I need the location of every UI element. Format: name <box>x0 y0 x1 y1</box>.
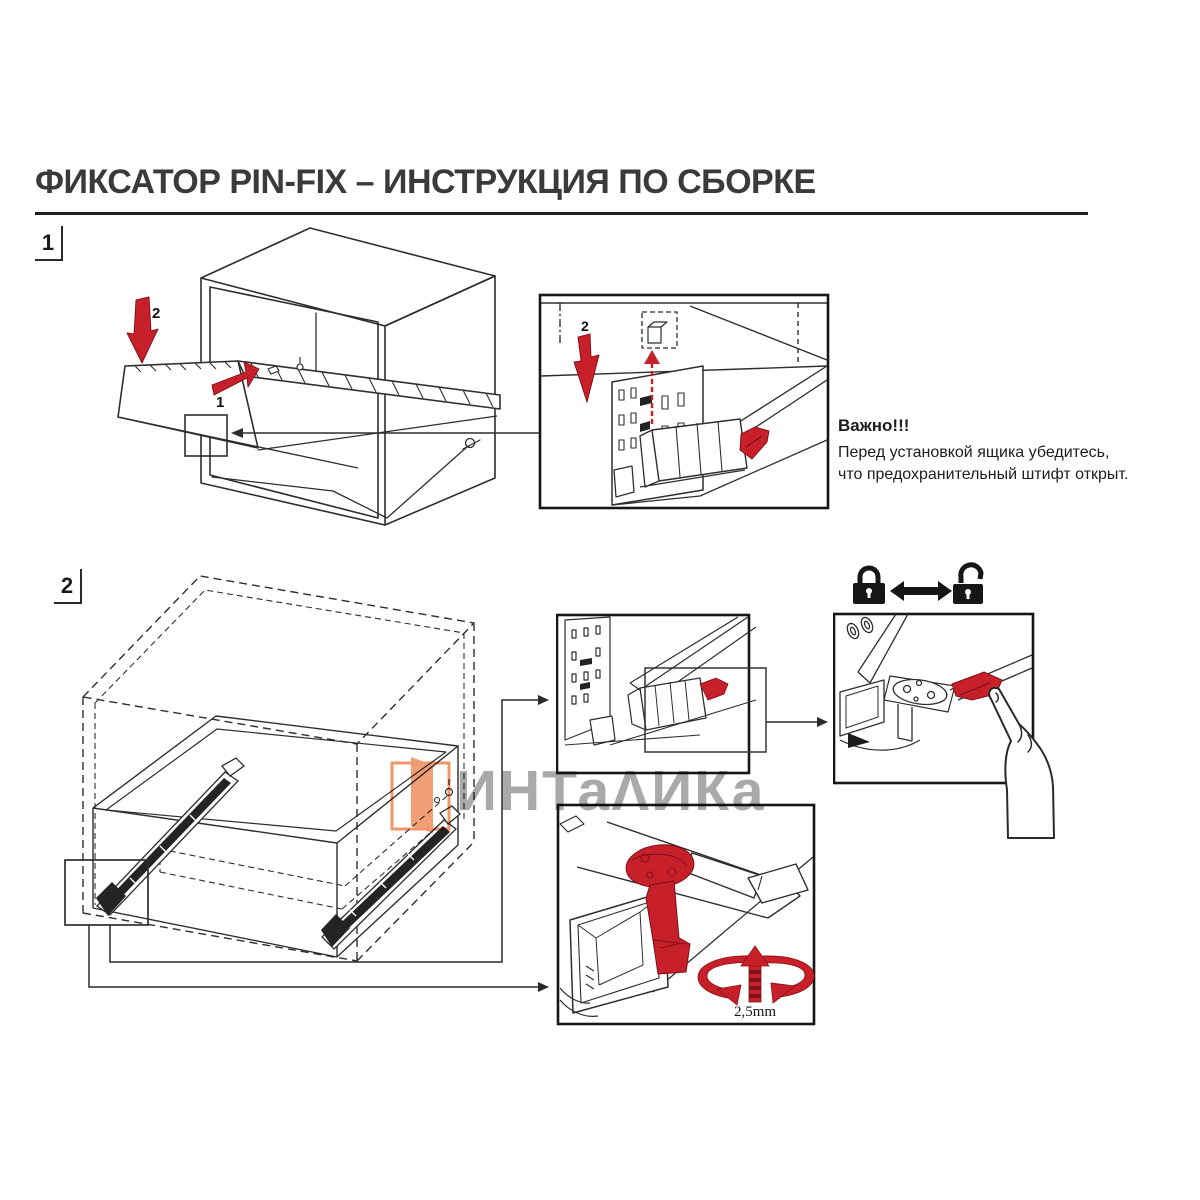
note-title: Важно!!! <box>838 416 910 435</box>
step2-hand-panel <box>833 610 1063 840</box>
lock-open-icon <box>953 565 983 604</box>
page-title: ФИКСАТОР PIN-FIX – ИНСТРУКЦИЯ ПО СБОРКЕ <box>35 163 816 201</box>
step1-detail-box <box>535 290 835 515</box>
step1-cabinet-figure <box>60 225 540 545</box>
step2-number: 2 <box>60 572 74 598</box>
leader-arrowhead <box>817 717 828 727</box>
corner-bracket <box>590 716 615 745</box>
double-arrow-icon <box>890 581 952 601</box>
intalika-logo-icon <box>388 753 458 838</box>
interior-screw <box>466 439 475 448</box>
rim-clip <box>297 364 303 370</box>
corner-bracket <box>614 466 634 497</box>
connector-arrowhead-bottom <box>538 982 549 992</box>
step1-number: 1 <box>41 229 55 255</box>
arrow-label-insert: 1 <box>216 394 225 411</box>
cabinet-top-face <box>201 228 495 326</box>
lock-closed-icon <box>853 568 885 604</box>
note-line1: Перед установкой ящика убедитесь, <box>838 444 1110 461</box>
connector-arrowhead-top <box>538 695 549 705</box>
step2-mid-bottom-box <box>556 800 818 1030</box>
note-line2: что предохранительный штифт открыт. <box>838 466 1129 483</box>
arrow-label-down: 2 <box>152 305 161 322</box>
detail-arrow-label: 2 <box>581 318 589 334</box>
lock-state-icons <box>845 560 995 608</box>
watermark: ИНТаΛИКа <box>456 759 766 823</box>
title-rule <box>35 212 1088 215</box>
measurement-label: 2,5mm <box>733 1004 777 1020</box>
important-note <box>838 416 1168 486</box>
left-rail <box>96 758 244 916</box>
step1-marker <box>35 226 63 261</box>
